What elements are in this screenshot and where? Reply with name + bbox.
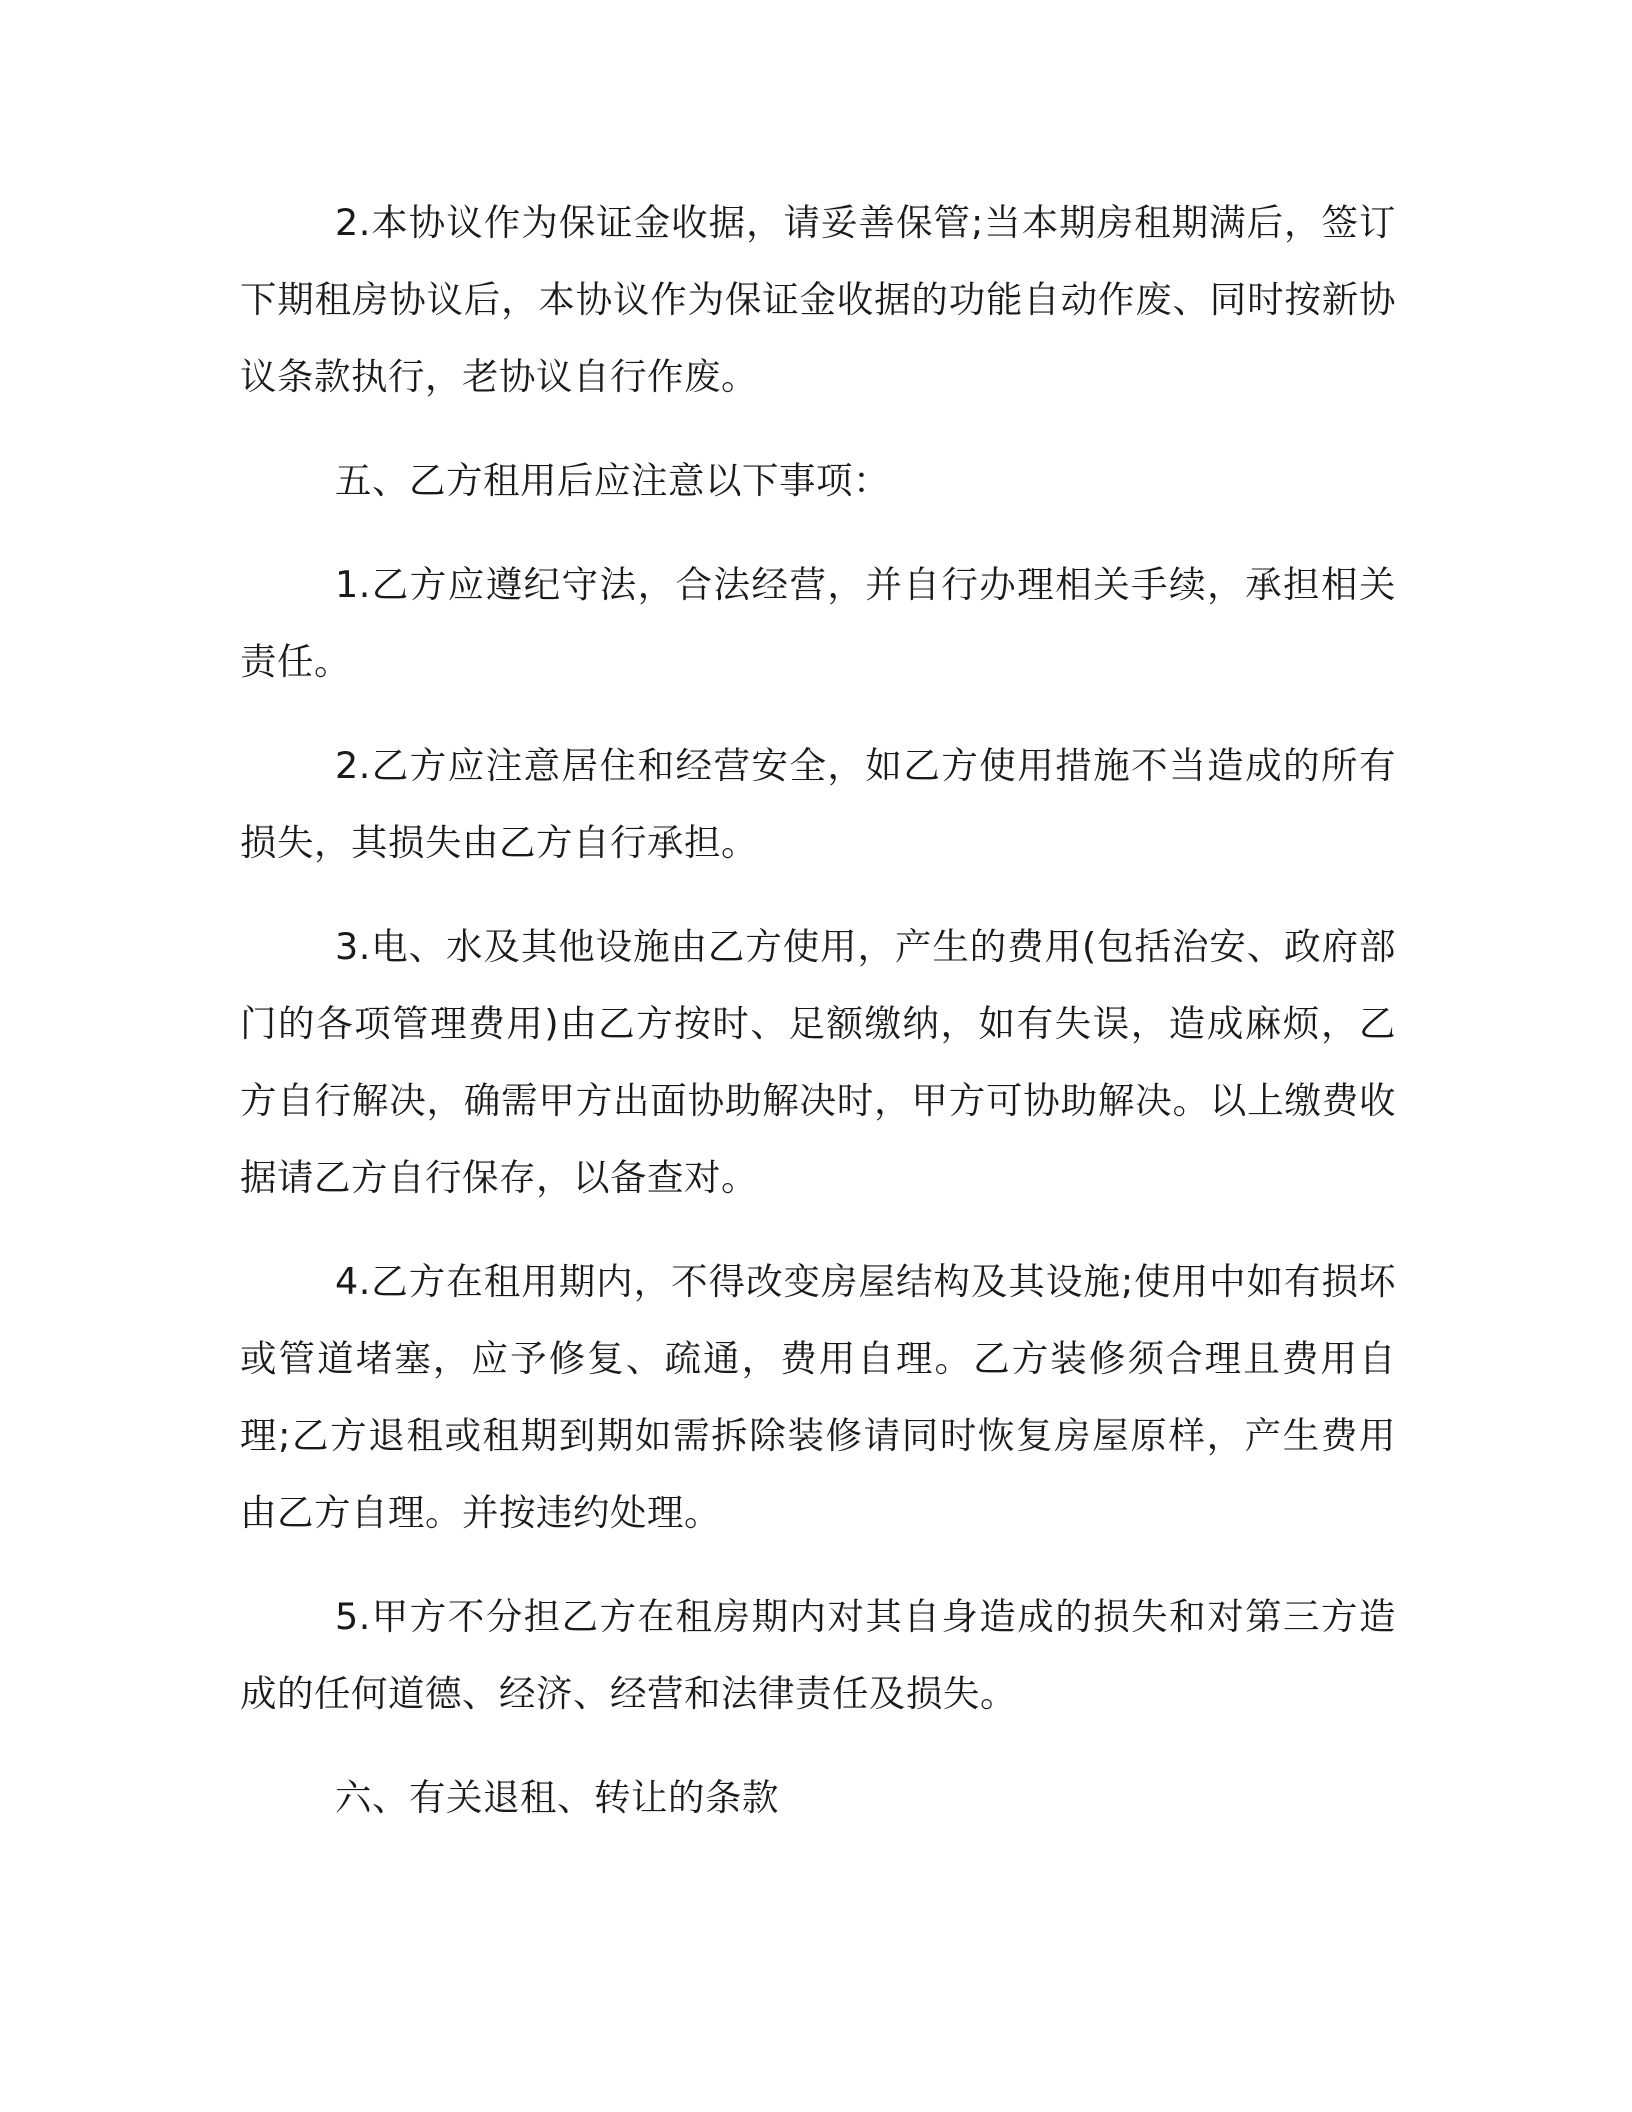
section-5-heading: 五、乙方租用后应注意以下事项： xyxy=(335,459,890,502)
clause-5-4: 4.乙方在租用期内，不得改变房屋结构及其设施;使用中如有损坏或管道堵塞，应予修复、疏通，费用自理。乙方装修须合理且费用自理;乙方退租或租期到期如需拆除装修请同时恢复房屋原样，产生费用由乙方自理。并按违约处理。 xyxy=(240,1260,1396,1534)
document-page xyxy=(240,184,1396,1863)
clause-5-2: 2.乙方应注意居住和经营安全，如乙方使用措施不当造成的所有损失，其损失由乙方自行承担。 xyxy=(240,744,1396,864)
clause-4-2: 2.本协议作为保证金收据，请妥善保管;当本期房租期满后，签订下期租房协议后，本协议作为保证金收据的功能自动作废、同时按新协议条款执行，老协议自行作废。 xyxy=(240,201,1396,398)
clause-5-5: 5.甲方不分担乙方在租房期内对其自身造成的损失和对第三方造成的任何道德、经济、经营和法律责任及损失。 xyxy=(240,1595,1396,1715)
clause-5-3: 3.电、水及其他设施由乙方使用，产生的费用(包括治安、政府部门的各项管理费用)由乙方按时、足额缴纳，如有失误，造成麻烦，乙方自行解决，确需甲方出面协助解决时，甲方可协助解决。以上缴费收据请乙方自行保存，以备查对。 xyxy=(240,925,1396,1199)
section-6-heading: 六、有关退租、转让的条款 xyxy=(335,1776,779,1819)
clause-5-1: 1.乙方应遵纪守法，合法经营，并自行办理相关手续，承担相关责任。 xyxy=(240,563,1396,683)
